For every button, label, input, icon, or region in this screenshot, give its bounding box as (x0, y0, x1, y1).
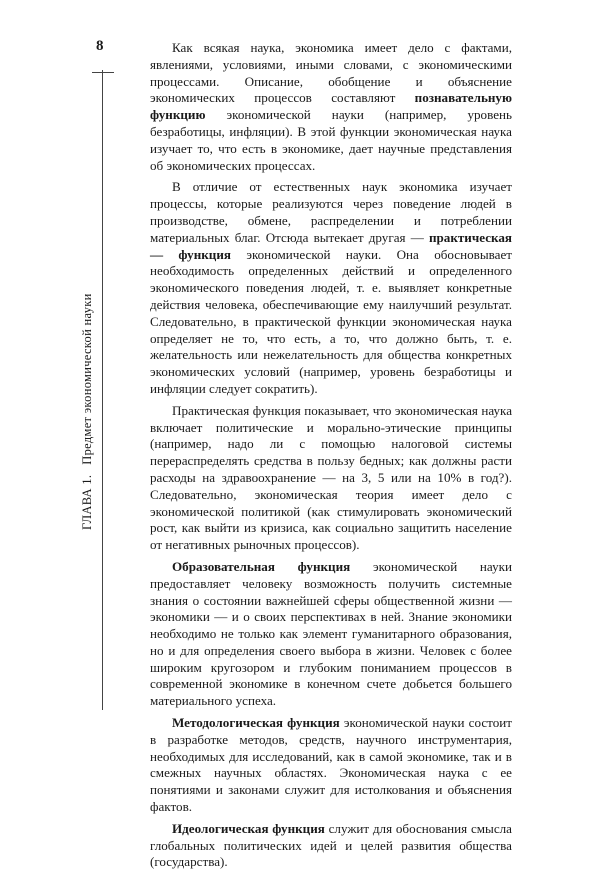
running-head-title: Предмет экономической науки (80, 293, 94, 465)
paragraph (150, 821, 512, 871)
text-segment: экономической науки. Она обосновывает необходимость определенных действий и определенного экономического поведения людей, т. е. выявляет конкретные действия человека, обеспечивающие ему наилучший результат. Следовательно, в практической функции экономическая наука определяет не то, что есть, а то, что должно быть, т. е. желательность или нежелательность для общества конкретных экономических условий (например, уровень безработицы и инфляции следует сократить). (150, 246, 512, 396)
text-segment: В отличие от естественных наук экономика изучает процессы, которые реализуются через поведение людей в производстве, обмене, распределении и потреблении материальных благ. Отсюда вытекает другая — (150, 179, 512, 245)
text-segment: Практическая функция показывает, что экономическая наука включает политические и морально-этические принципы (например, надо ли с помощью налоговой системы перераспределять средства в пользу бедных; как должны расти расходы на здравоохранение — на 3, 5 или на 10% в год?). Следовательно, экономическая теория имеет дело с экономической политикой (как стимулировать экономический рост, как выйти из кризиса, как социально защитить население от негативных рыночных процессов). (150, 402, 512, 553)
running-head-rule (102, 70, 103, 710)
text-segment: экономической науки предоставляет человеку возможность получить системные знания о состоянии важнейшей сферы общественной жизни — экономики — и о своих перспективах в ней. Знание экономики необходимо не только как элемент гуманитарного образования, но и для определения своего выбора в жизни. Человек с более широким кругозором и глубоким пониманием процессов в современной экономике в конечном счете добьется большего материального успеха. (150, 558, 512, 709)
text-segment: экономической науки (например, уровень безработицы, инфляции). В этой функции экономическая наука изучает то, что есть в экономике, дает научные представления об экономических процессах. (150, 107, 512, 173)
term-ideological-function: Идеологическая функция (172, 820, 325, 836)
term-practical-function: практическая — функция (150, 229, 512, 262)
paragraph (150, 715, 512, 816)
text-segment: Как всякая наука, экономика имеет дело с фактами, явлениями, условиями, иными словами, с экономическими процессами. Описание, обобщение и объяснение экономических процессов составляют (150, 40, 512, 106)
term-cognitive-function: познавательную функцию (150, 90, 512, 123)
paragraph (150, 559, 512, 710)
text-segment: экономической науки состоит в разработке методов, средств, научного инструментария, необходимых для исследований, как в самой экономике, так и в смежных научных областях. Экономическая наука с ее понятиями и законами служит для истолкования и объяснения фактов. (150, 715, 512, 815)
page-number: 8 (96, 38, 104, 54)
term-educational-function: Образовательная функция (172, 558, 351, 574)
running-head-chapter: ГЛАВА 1. (80, 474, 94, 530)
term-methodological-function: Методологическая функция (172, 715, 340, 731)
body-text (150, 40, 512, 876)
text-segment: служит для обоснования смысла глобальных политических идей и целей развития общества (государства). (150, 820, 512, 870)
paragraph (150, 40, 512, 174)
running-head (80, 70, 95, 530)
paragraph (150, 179, 512, 397)
running-head-top-rule (92, 72, 114, 73)
paragraph (150, 403, 512, 554)
